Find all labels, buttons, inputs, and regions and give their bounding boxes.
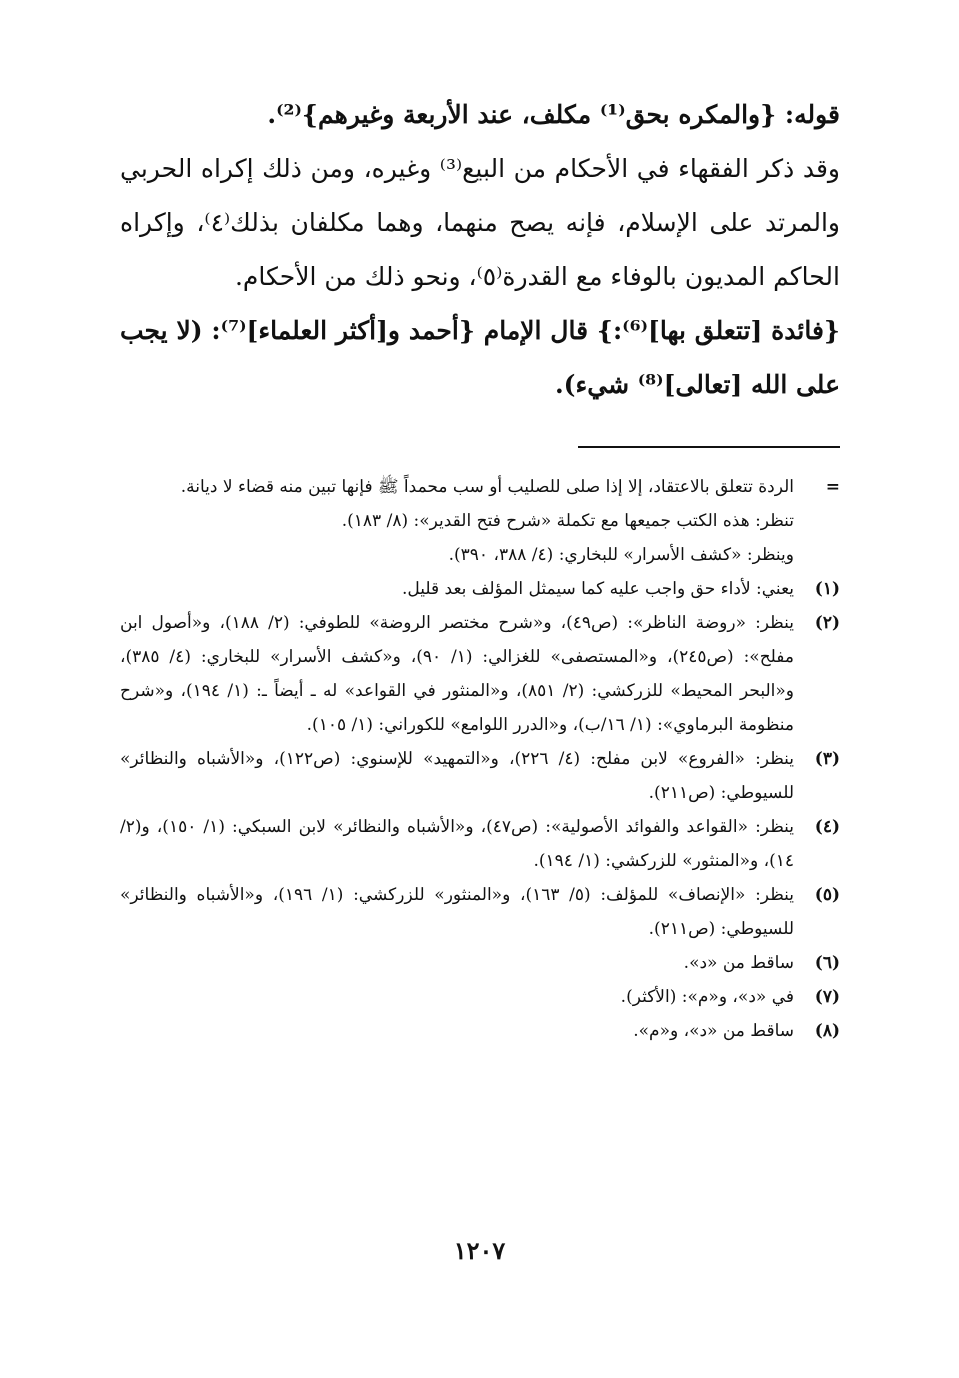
footnote-text: ساقط من «د»، و«م». (633, 1021, 794, 1041)
footnote-text: ساقط من «د». (683, 953, 794, 973)
footnote-number: (٧) (814, 987, 840, 1007)
page-number: ١٢٠٧ (453, 1236, 506, 1265)
footnote-6 (120, 946, 840, 980)
footnote-continuation-line: الردة تتعلق بالاعتقاد، إلا إذا صلى للصليب أو سب محمداً ﷺ فإنها تبين منه قضاء لا ديانة. (180, 477, 794, 497)
footnote-continuation-line: وينظر: «كشف الأسرار» للبخاري: (٤/ ٣٨٨، ٣٩٠). (448, 545, 794, 565)
footnote-2 (120, 606, 840, 742)
page-content (120, 88, 840, 1048)
footnote-continuation-marker: = (825, 477, 840, 497)
footnote-text: ينظر: «روضة الناظر»: (ص٤٩)، و«شرح مختصر الروضة» للطوفي: (٢/ ١٨٨)، و«أصول ابن مفلح»: (ص٢٤٥)، و«المستصفى» للغزالي: (١/ ٩٠)، و«كشف الأسرار» للبخاري: (٤/ ٣٨٥)، و«البحر المحيط» للزركشي: (٢/ ٨٥١)، و«المنثور في القواعد» له ـ أيضاً ـ: (١/ ١٩٤)، و«شرح منظومة البرماوي»: (١/ ١٦/ب)، و«الدرر اللوامع» للكوراني: (١/ ١٠٥). (120, 613, 795, 735)
main-paragraph-1: قوله: {والمكره بحق⁽¹⁾ مكلف، عند الأربعة وغيرهم}⁽²⁾. (267, 100, 840, 129)
footnote-number: (٢) (814, 613, 840, 633)
footnote-8 (120, 1014, 840, 1048)
footnote-7 (120, 980, 840, 1014)
footnote-text: ينظر: «الإنصاف» للمؤلف: (٥/ ١٦٣)، و«المنثور» للزركشي: (١/ ١٩٦)، و«الأشباه والنظائر» للسيوطي: (ص٢١١). (120, 885, 794, 939)
footnote-5 (120, 878, 840, 946)
footnote-number: (٦) (814, 953, 840, 973)
footnote-text: يعني: لأداء حق واجب عليه كما سيمثل المؤلف بعد قليل. (401, 579, 794, 599)
footnote-text: في «د»، و«م»: (الأكثر). (620, 987, 794, 1007)
footnote-number: (٨) (814, 1021, 840, 1041)
footnote-text: ينظر: «الفروع» لابن مفلح: (٤/ ٢٢٦)، و«التمهيد» للإسنوي: (ص١٢٢)، و«الأشباه والنظائر» للسيوطي: (ص٢١١). (120, 749, 794, 803)
main-paragraph-2: وقد ذكر الفقهاء في الأحكام من البيع⁽³⁾ وغيره، ومن ذلك إكراه الحربي والمرتد على الإسلام، فإنه يصح منهما، وهما مكلفان بذلك⁽٤⁾، وإكراه الحاكم المديون بالوفاء مع القدرة⁽٥⁾، ونحو ذلك من الأحكام. (120, 154, 840, 291)
footnote-number: (٥) (814, 885, 840, 905)
footnote-continuation-body (120, 470, 794, 572)
footnote-1 (120, 572, 840, 606)
main-text (120, 88, 840, 412)
footnote-number: (٤) (814, 817, 840, 837)
main-paragraph-3: {فائدة [تتعلق بها]⁽⁶⁾:} قال الإمام {أحمد و[أكثر العلماء]⁽⁷⁾: (لا يجب على الله [تعالى]⁽⁸⁾ شيء). (120, 316, 840, 399)
footnote-continuation (120, 470, 840, 572)
footnotes (120, 470, 840, 1048)
footnote-4 (120, 810, 840, 878)
footnote-number: (١) (814, 579, 840, 599)
footnote-continuation-line: تنظر: هذه الكتب جميعها مع تكملة «شرح فتح القدير»: (٨/ ١٨٣). (341, 511, 794, 531)
footnote-number: (٣) (814, 749, 840, 769)
footnote-text: ينظر: «القواعد والفوائد الأصولية»: (ص٤٧)، و«الأشباه والنظائر» لابن السبكي: (١/ ١٥٠)، و(٢/ ١٤)، و«المنثور» للزركشي: (١/ ١٩٤). (120, 817, 794, 871)
footnote-separator (578, 446, 840, 448)
footnote-3 (120, 742, 840, 810)
